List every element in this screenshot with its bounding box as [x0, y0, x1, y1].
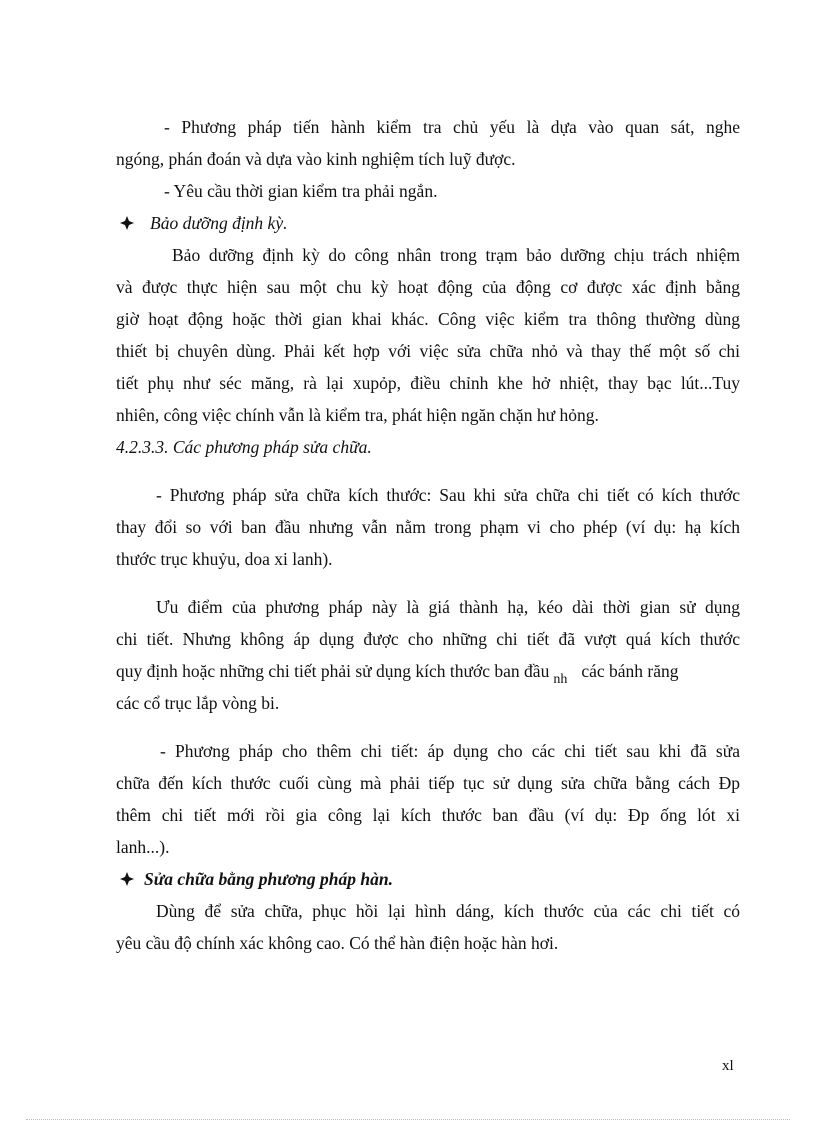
heading-periodic-maintenance: Bảo dưỡng định kỳ. — [120, 212, 744, 234]
paragraph-line: - Yêu cầu thời gian kiểm tra phải ngắn. — [164, 181, 438, 201]
paragraph-line: Ưu điểm của phương pháp này là giá thành hạ, kéo dài thời gian sử dụng — [156, 597, 740, 617]
diamond-bullet-icon — [120, 872, 134, 886]
paragraph-line: - Phương pháp sửa chữa kích thước: Sau khi sửa chữa chi tiết có kích thước — [156, 485, 740, 505]
paragraph-line: thêm chi tiết mới rồi gia công lại kích thước ban đầu (ví dụ: Đp ống lót xi — [116, 805, 740, 825]
paragraph-line: - Phương pháp tiến hành kiểm tra chủ yếu là dựa vào quan sát, nghe — [164, 117, 740, 137]
paragraph-line: giờ hoạt động hoặc thời gian khai khác. Công việc kiểm tra thông thường dùng — [116, 309, 740, 329]
paragraph-line: chữa đến kích thước cuối cùng mà phải tiếp tục sử dụng sửa chữa bằng cách Đp — [116, 773, 740, 793]
paragraph-line: chi tiết. Nhưng không áp dụng được cho những chi tiết đã vượt quá kích thước — [116, 629, 740, 649]
paragraph-line: tiết phụ như séc măng, rà lại xupỏp, điều chỉnh khe hở nhiệt, thay bạc lút...Tuy — [116, 373, 740, 393]
paragraph-line: Dùng để sửa chữa, phục hồi lại hình dáng, kích thước của các chi tiết có — [156, 901, 740, 921]
paragraph-line: lanh...). — [116, 837, 170, 857]
paragraph-line: các cổ trục lắp vòng bi. — [116, 693, 280, 713]
paragraph-line: quy định hoặc những chi tiết phải sử dụng kích thước ban đầu $_{nh}$ các bánh răng — [116, 661, 679, 687]
paragraph-line: nhiên, công việc chính vẫn là kiểm tra, phát hiện ngăn chặn hư hỏng. — [116, 405, 599, 425]
paragraph-line: yêu cầu độ chính xác không cao. Có thể hàn điện hoặc hàn hơi. — [116, 933, 559, 953]
page-number: xl — [722, 1058, 734, 1074]
paragraph-line: và được thực hiện sau một chu kỳ hoạt động của động cơ được xác định bằng — [116, 277, 740, 297]
paragraph-line: Bảo dưỡng định kỳ do công nhân trong trạm bảo dưỡng chịu trách nhiệm — [172, 245, 740, 265]
paragraph-line: ngóng, phán đoán và dựa vào kinh nghiệm tích luỹ được. — [116, 149, 516, 169]
diamond-bullet-icon — [120, 216, 134, 230]
paragraph-line: thước trục khuỷu, doa xi lanh). — [116, 549, 333, 569]
footer-divider — [26, 1119, 790, 1120]
paragraph-line: thiết bị chuyên dùng. Phải kết hợp với việc sửa chữa nhỏ và thay thế một số chi — [116, 341, 740, 361]
section-heading: 4.2.3.3. Các phương pháp sửa chữa. — [116, 437, 372, 457]
paragraph-line: - Phương pháp cho thêm chi tiết: áp dụng cho các chi tiết sau khi đã sửa — [160, 741, 740, 761]
heading-welding-repair: Sửa chữa bằng phương pháp hàn. — [120, 868, 744, 890]
paragraph-line: thay đổi so với ban đầu nhưng vẫn nằm trong phạm vi cho phép (ví dụ: hạ kích — [116, 517, 740, 537]
